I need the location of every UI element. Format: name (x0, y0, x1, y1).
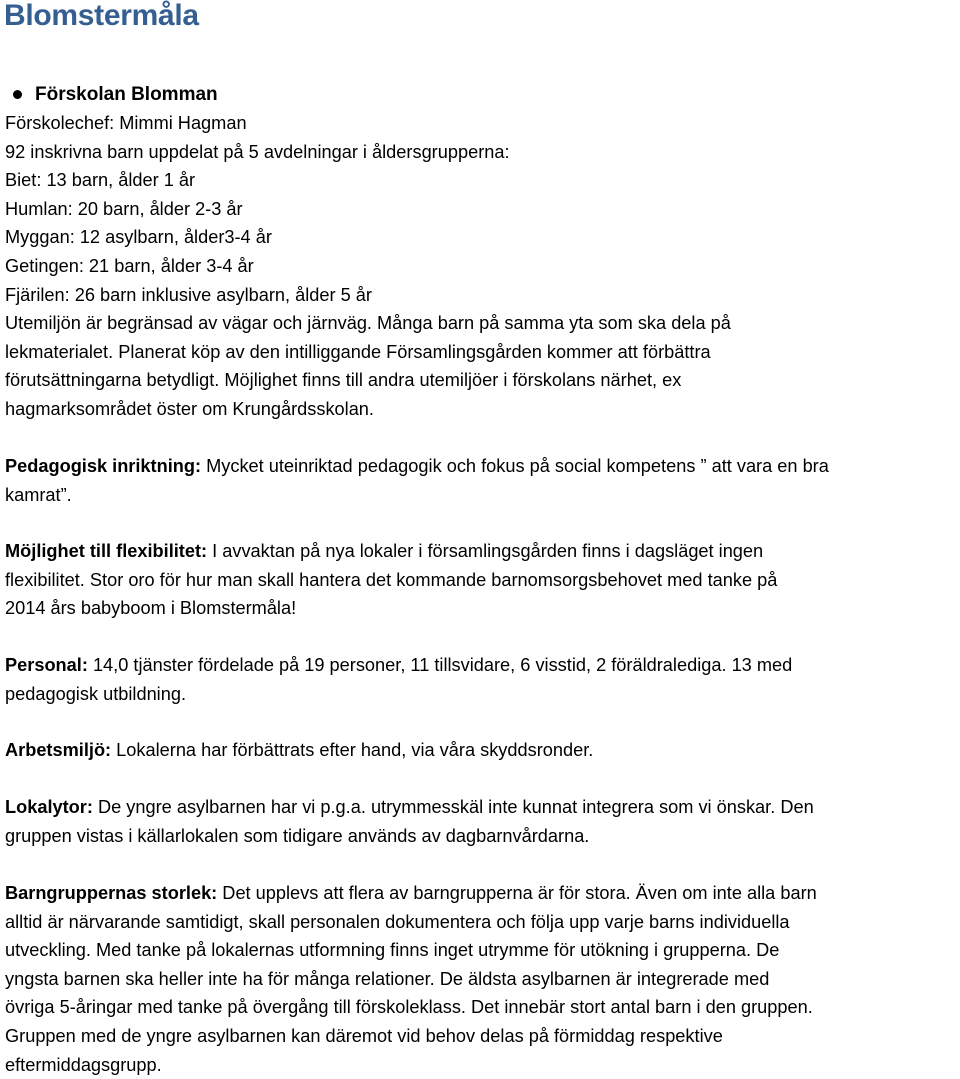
section-line: yngsta barnen ska heller inte ha för många relationer. De äldsta asylbarnen är integrerade med (5, 968, 770, 989)
section-text: I avvaktan på nya lokaler i församlingsgården finns i dagsläget ingen (207, 541, 764, 561)
section-lokalytor (5, 793, 955, 850)
section-personal (5, 651, 955, 708)
section-first-line (5, 452, 955, 481)
intro-line: Humlan: 20 barn, ålder 2-3 år (5, 198, 243, 219)
intro-line: hagmarksområdet öster om Krungårdsskolan. (5, 398, 374, 419)
section-label: Barngruppernas storlek: (5, 883, 218, 903)
section-label: Personal: (5, 655, 88, 675)
intro-line: Getingen: 21 barn, ålder 3-4 år (5, 255, 254, 276)
section-pedagogisk-inriktning (5, 452, 955, 509)
section-flexibilitet (5, 537, 955, 623)
bullet-icon (13, 90, 22, 99)
intro-line: Fjärilen: 26 barn inklusive asylbarn, ålder 5 år (5, 284, 372, 305)
intro-line: Utemiljön är begränsad av vägar och järnväg. Många barn på samma yta som ska dela på (5, 313, 731, 334)
section-line: flexibilitet. Stor oro för hur man skall hantera det kommande barnomsorgsbehovet med tanke på (5, 569, 778, 590)
bullet-item (0, 81, 960, 109)
section-line: eftermiddagsgrupp. (5, 1054, 162, 1075)
section-text: Lokalerna har förbättrats efter hand, via våra skyddsronder. (111, 740, 594, 760)
section-line: gruppen vistas i källarlokalen som tidigare används av dagbarnvårdarna. (5, 825, 590, 846)
intro-line: Myggan: 12 asylbarn, ålder3-4 år (5, 227, 272, 248)
page-title: Blomstermåla (4, 0, 199, 32)
intro-line: 92 inskrivna barn uppdelat på 5 avdelningar i åldersgrupperna: (5, 141, 510, 162)
section-text: Mycket uteinriktad pedagogik och fokus på social kompetens ” att vara en bra (201, 456, 829, 476)
section-text: 14,0 tjänster fördelade på 19 personer, 11 tillsvidare, 6 visstid, 2 föräldralediga. 13 med (87, 655, 793, 675)
section-line: 2014 års babyboom i Blomstermåla! (5, 598, 297, 619)
section-first-line (5, 537, 955, 566)
section-first-line (5, 651, 955, 680)
bullet-label: Förskolan Blomman (35, 84, 218, 105)
intro-line: förutsättningarna betydligt. Möjlighet finns till andra utemiljöer i förskolans närhet, ex (5, 370, 682, 391)
section-text: De yngre asylbarnen har vi p.g.a. utrymmesskäl inte kunnat integrera som vi önskar. Den (92, 797, 814, 817)
intro-block (5, 109, 955, 424)
section-label: Arbetsmiljö: (5, 740, 112, 760)
section-label: Pedagogisk inriktning: (5, 456, 202, 476)
section-line: övriga 5-åringar med tanke på övergång till förskoleklass. Det innebär stort antal barn i den gruppen. (5, 997, 813, 1018)
section-label: Möjlighet till flexibilitet: (5, 541, 208, 561)
section-label: Lokalytor: (5, 797, 93, 817)
section-first-line (5, 793, 955, 822)
section-line: Gruppen med de yngre asylbarnen kan däremot vid behov delas på förmiddag respektive (5, 1025, 723, 1046)
section-line: utveckling. Med tanke på lokalernas utformning finns inget utrymme för utökning i grupperna. De (5, 940, 780, 961)
section-first-line (5, 736, 955, 765)
intro-line: Biet: 13 barn, ålder 1 år (5, 170, 196, 191)
section-arbetsmiljo (5, 736, 955, 765)
section-first-line (5, 879, 955, 908)
section-line: alltid är närvarande samtidigt, skall personalen dokumentera och följa upp varje barns individuella (5, 911, 790, 932)
intro-line: Förskolechef: Mimmi Hagman (5, 113, 247, 133)
section-text: Det upplevs att flera av barngrupperna är för stora. Även om inte alla barn (217, 883, 817, 903)
intro-line: lekmaterialet. Planerat köp av den intilliggande Församlingsgården kommer att förbättra (5, 341, 711, 362)
section-line: kamrat”. (5, 484, 72, 505)
section-barngruppernas-storlek (5, 879, 955, 1079)
section-line: pedagogisk utbildning. (5, 683, 187, 704)
